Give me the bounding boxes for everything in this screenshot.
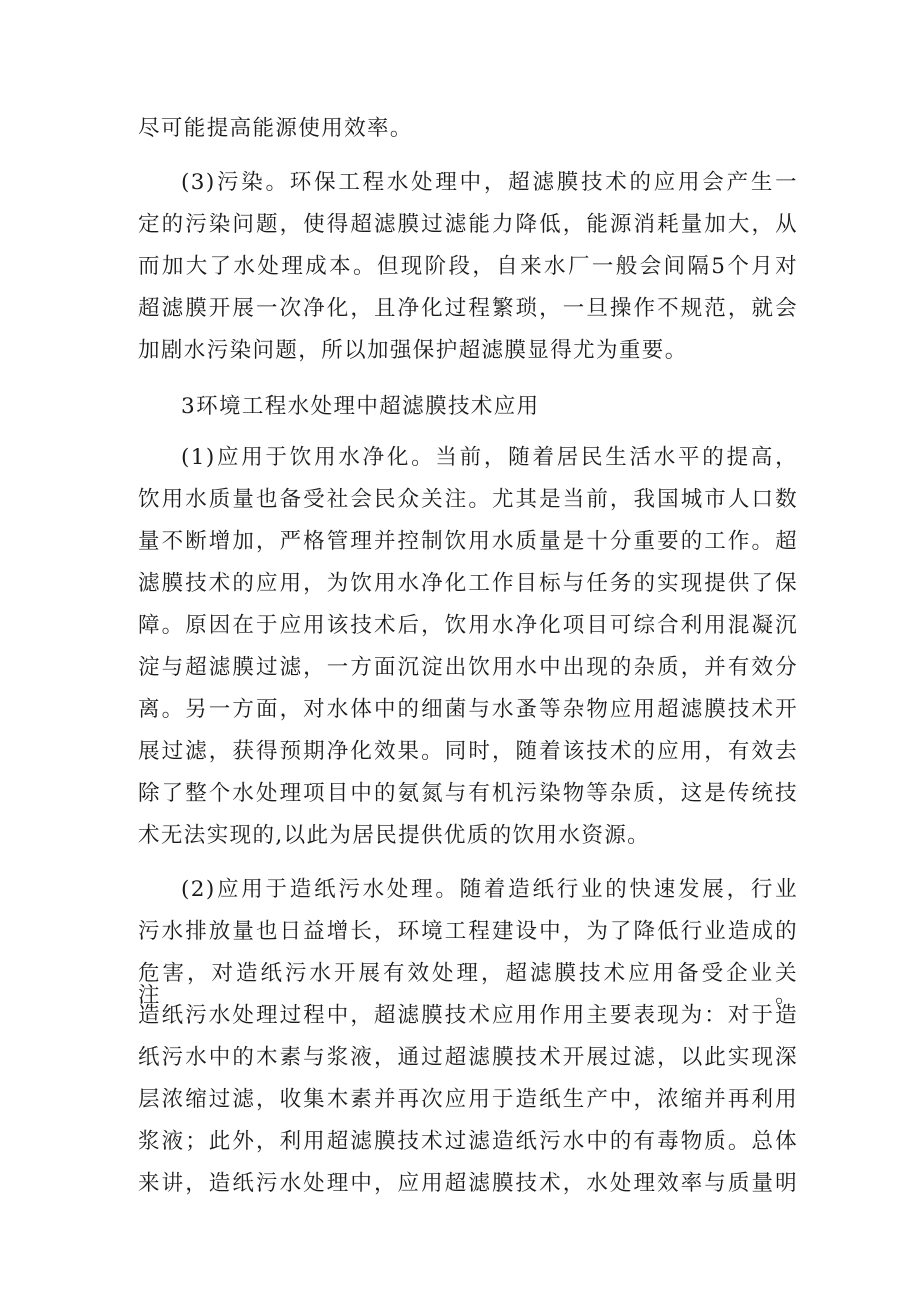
text-line: 尽可能提高能源使用效率。 xyxy=(138,116,413,141)
text-line: 障。原因在于应用该技术后，饮用水净化项目可综合利用混凝沉 xyxy=(138,613,798,638)
text-line: (3)污染。环保工程水处理中，超滤膜技术的应用会产生一 xyxy=(181,170,798,195)
text-line: 量不断增加，严格管理并控制饮用水质量是十分重要的工作。超 xyxy=(138,529,798,554)
text-line: 纸污水中的木素与浆液，通过超滤膜技术开展过滤，以此实现深 xyxy=(138,1045,798,1070)
text-line: 淀与超滤膜过滤，一方面沉淀出饮用水中出现的杂质，并有效分 xyxy=(138,655,798,680)
text-line: 饮用水质量也备受社会民众关注。尤其是当前，我国城市人口数 xyxy=(138,487,798,512)
text-line: (2)应用于造纸污水处理。随着造纸行业的快速发展，行业 xyxy=(181,877,798,902)
text-line: 超滤膜开展一次净化，且净化过程繁琐，一旦操作不规范，就会 xyxy=(138,296,798,321)
text-line: 来讲，造纸污水处理中，应用超滤膜技术，水处理效率与质量明 xyxy=(138,1171,798,1196)
text-line: 展过滤，获得预期净化效果。同时，随着该技术的应用，有效去 xyxy=(138,739,798,764)
text-line: 污水排放量也日益增长，环境工程建设中，为了降低行业造成的 xyxy=(138,919,798,944)
text-line: 而加大了水处理成本。但现阶段，自来水厂一般会间隔5个月对 xyxy=(138,254,798,279)
text-line: 除了整个水处理项目中的氨氮与有机污染物等杂质，这是传统技 xyxy=(138,781,798,806)
text-line: 术无法实现的,以此为居民提供优质的饮用水资源。 xyxy=(138,823,651,848)
text-line: 危害，对造纸污水开展有效处理，超滤膜技术应用备受企业关注。 xyxy=(138,961,798,1008)
text-line: 滤膜技术的应用，为饮用水净化工作目标与任务的实现提供了保 xyxy=(138,571,798,596)
text-line: 定的污染问题，使得超滤膜过滤能力降低，能源消耗量加大，从 xyxy=(138,212,798,237)
text-line: 浆液；此外，利用超滤膜技术过滤造纸污水中的有毒物质。总体 xyxy=(138,1129,798,1154)
text-line: (1)应用于饮用水净化。当前，随着居民生活水平的提高， xyxy=(181,445,798,470)
text-line: 离。另一方面，对水体中的细菌与水蚤等杂物应用超滤膜技术开 xyxy=(138,697,798,722)
text-line: 造纸污水处理过程中，超滤膜技术应用作用主要表现为：对于造 xyxy=(138,1003,798,1028)
section-heading: 3环境工程水处理中超滤膜技术应用 xyxy=(181,394,540,419)
text-line: 加剧水污染问题，所以加强保护超滤膜显得尤为重要。 xyxy=(138,338,688,363)
text-line: 层浓缩过滤，收集木素并再次应用于造纸生产中，浓缩并再利用 xyxy=(138,1087,798,1112)
